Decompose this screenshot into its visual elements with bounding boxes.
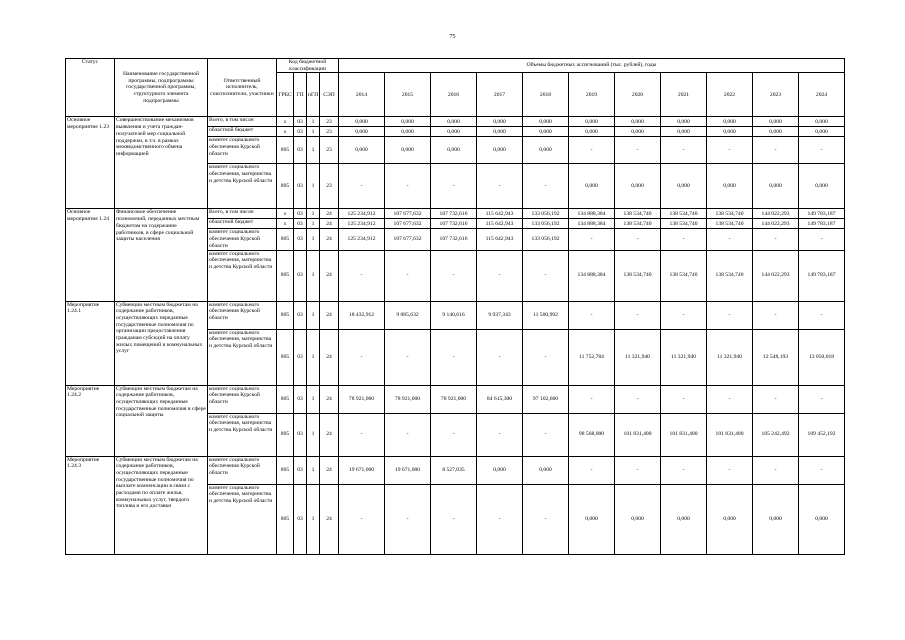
row-value: 0,000 bbox=[477, 127, 523, 137]
row-value: 0,000 bbox=[477, 117, 523, 127]
row-responsible: комитет социального обеспечения, материнства и детства Курской области bbox=[208, 250, 277, 301]
row-value: 0,000 bbox=[431, 127, 477, 137]
row-value: - bbox=[385, 164, 431, 209]
row-responsible: областной бюджет bbox=[208, 219, 277, 229]
row-code: 24 bbox=[320, 250, 339, 301]
row-code: 1 bbox=[307, 413, 320, 456]
row-value: 0,000 bbox=[799, 484, 845, 554]
row-program-name: Финансовое обеспечение полномочий, переданных местным бюджетам на содержание работников, в сфере социальной защиты населения bbox=[115, 209, 208, 301]
row-value: 101 831,400 bbox=[707, 413, 753, 456]
row-value: - bbox=[799, 229, 845, 250]
row-value: 138 534,740 bbox=[615, 219, 661, 229]
row-responsible: комитет социального обеспечения, материнства и детства Курской области bbox=[208, 484, 277, 554]
row-code: 1 bbox=[307, 127, 320, 137]
row-value: 115 642,943 bbox=[477, 209, 523, 219]
row-value: 97 102,600 bbox=[523, 385, 569, 413]
row-value: 0,000 bbox=[615, 127, 661, 137]
row-code: 03 bbox=[294, 329, 307, 385]
row-responsible: комитет социального обеспечения, материнства и детства Курской области bbox=[208, 329, 277, 385]
row-value: 0,000 bbox=[431, 117, 477, 127]
row-value: - bbox=[569, 229, 615, 250]
row-value: 0,000 bbox=[615, 484, 661, 554]
header-program-name: Наименование государственной программы, подпрограммы государственной программы, структурного элемента подпрограммы bbox=[115, 59, 208, 117]
row-value: - bbox=[431, 413, 477, 456]
row-responsible: комитет социального обеспечения Курской области bbox=[208, 456, 277, 484]
row-value: 138 534,740 bbox=[615, 250, 661, 301]
row-value: 107 732,616 bbox=[431, 219, 477, 229]
row-value: - bbox=[339, 164, 385, 209]
row-value: - bbox=[707, 137, 753, 164]
table-row bbox=[66, 456, 845, 484]
row-value: 0,000 bbox=[707, 127, 753, 137]
row-code: 805 bbox=[277, 385, 294, 413]
row-value: 138 534,740 bbox=[707, 219, 753, 229]
header-year: 2017 bbox=[477, 73, 523, 117]
header-year: 2020 bbox=[615, 73, 661, 117]
row-code: 805 bbox=[277, 456, 294, 484]
row-value: 0,000 bbox=[707, 484, 753, 554]
row-value: 138 534,740 bbox=[661, 250, 707, 301]
row-value: 125 234,912 bbox=[339, 219, 385, 229]
row-value: - bbox=[569, 385, 615, 413]
row-code: 24 bbox=[320, 413, 339, 456]
row-value: - bbox=[661, 385, 707, 413]
budget-table bbox=[65, 58, 845, 555]
row-code: 1 bbox=[307, 219, 320, 229]
row-value: 107 732,616 bbox=[431, 229, 477, 250]
row-code: 03 bbox=[294, 484, 307, 554]
row-value: 18 432,912 bbox=[339, 301, 385, 329]
row-value: 115 642,943 bbox=[477, 229, 523, 250]
row-value: - bbox=[477, 164, 523, 209]
row-code: x bbox=[277, 117, 294, 127]
row-code: 24 bbox=[320, 484, 339, 554]
row-status: Мероприятие 1.24.3 bbox=[66, 456, 115, 554]
row-status: Основное мероприятие 1.24 bbox=[66, 209, 115, 301]
row-value: 0,000 bbox=[661, 127, 707, 137]
row-value: 12 548,193 bbox=[753, 329, 799, 385]
row-value: - bbox=[799, 137, 845, 164]
row-code: 805 bbox=[277, 484, 294, 554]
row-value: 0,000 bbox=[799, 164, 845, 209]
row-value: 0,000 bbox=[339, 127, 385, 137]
row-code: 1 bbox=[307, 250, 320, 301]
row-value: 0,000 bbox=[385, 117, 431, 127]
row-program-name: Субвенции местным бюджетам на содержание работников, осуществляющих переданные государственные полномочия по выплате компенсации в связи с расходами по оплате жилья, коммунальных услуг, твердого топлива и его доставки bbox=[115, 456, 208, 554]
row-code: 1 bbox=[307, 301, 320, 329]
row-value: - bbox=[753, 301, 799, 329]
row-value: 0,000 bbox=[569, 117, 615, 127]
row-value: 134 888,384 bbox=[569, 219, 615, 229]
row-code: 1 bbox=[307, 456, 320, 484]
row-code: 805 bbox=[277, 164, 294, 209]
row-code: 1 bbox=[307, 385, 320, 413]
row-code: 24 bbox=[320, 301, 339, 329]
header-code-col: ГП bbox=[294, 73, 307, 117]
page-number: 75 bbox=[449, 34, 456, 40]
row-code: 24 bbox=[320, 329, 339, 385]
row-code: 24 bbox=[320, 229, 339, 250]
row-code: 1 bbox=[307, 209, 320, 219]
row-value: 144 022,293 bbox=[753, 209, 799, 219]
row-responsible: Всего, в том числе: bbox=[208, 209, 277, 219]
row-value: 11 321,940 bbox=[707, 329, 753, 385]
row-value: - bbox=[523, 329, 569, 385]
header-code-col: СЭП bbox=[320, 73, 339, 117]
row-value: 0,000 bbox=[753, 164, 799, 209]
header-code-col: ГРБС bbox=[277, 73, 294, 117]
row-value: - bbox=[339, 484, 385, 554]
row-code: 03 bbox=[294, 209, 307, 219]
row-code: 03 bbox=[294, 385, 307, 413]
row-code: x bbox=[277, 209, 294, 219]
row-value: - bbox=[615, 137, 661, 164]
row-value: - bbox=[753, 456, 799, 484]
row-code: 1 bbox=[307, 484, 320, 554]
row-code: 1 bbox=[307, 329, 320, 385]
row-value: - bbox=[523, 484, 569, 554]
row-code: 24 bbox=[320, 456, 339, 484]
row-code: 03 bbox=[294, 219, 307, 229]
row-value: - bbox=[477, 250, 523, 301]
row-value: 8 527,035 bbox=[431, 456, 477, 484]
row-code: 23 bbox=[320, 117, 339, 127]
row-value: 0,000 bbox=[431, 137, 477, 164]
row-value: 125 234,912 bbox=[339, 209, 385, 219]
row-value: - bbox=[799, 385, 845, 413]
row-value: 105 242,492 bbox=[753, 413, 799, 456]
row-value: - bbox=[477, 329, 523, 385]
row-value: 101 831,400 bbox=[661, 413, 707, 456]
row-code: 03 bbox=[294, 456, 307, 484]
row-value: - bbox=[339, 250, 385, 301]
row-value: - bbox=[753, 229, 799, 250]
row-value: - bbox=[569, 137, 615, 164]
row-value: 125 234,912 bbox=[339, 229, 385, 250]
row-value: 149 783,187 bbox=[799, 250, 845, 301]
row-value: - bbox=[615, 301, 661, 329]
row-value: 133 056,192 bbox=[523, 209, 569, 219]
row-status: Мероприятие 1.24.2 bbox=[66, 385, 115, 456]
row-value: 134 888,384 bbox=[569, 209, 615, 219]
row-value: 0,000 bbox=[799, 127, 845, 137]
row-value: 0,000 bbox=[661, 484, 707, 554]
row-value: 78 921,000 bbox=[339, 385, 385, 413]
row-value: - bbox=[385, 413, 431, 456]
row-code: 03 bbox=[294, 127, 307, 137]
row-value: - bbox=[707, 301, 753, 329]
row-code: 24 bbox=[320, 209, 339, 219]
row-value: 109 452,192 bbox=[799, 413, 845, 456]
header-code-col: пГП bbox=[307, 73, 320, 117]
row-responsible: комитет социального обеспечения Курской области bbox=[208, 137, 277, 164]
row-value: - bbox=[569, 301, 615, 329]
row-value: 84 615,300 bbox=[477, 385, 523, 413]
row-value: 0,000 bbox=[799, 117, 845, 127]
row-value: - bbox=[753, 137, 799, 164]
row-value: - bbox=[385, 329, 431, 385]
header-budget-code: Код бюджетной классификации bbox=[277, 59, 339, 73]
row-code: 805 bbox=[277, 413, 294, 456]
row-value: - bbox=[753, 385, 799, 413]
header-year: 2015 bbox=[385, 73, 431, 117]
row-code: 805 bbox=[277, 301, 294, 329]
row-value: 107 732,616 bbox=[431, 209, 477, 219]
row-value: 0,000 bbox=[477, 137, 523, 164]
row-value: - bbox=[799, 301, 845, 329]
row-responsible: комитет социального обеспечения Курской области bbox=[208, 229, 277, 250]
row-responsible: Всего, в том числе: bbox=[208, 117, 277, 127]
row-code: x bbox=[277, 127, 294, 137]
row-value: 149 783,187 bbox=[799, 219, 845, 229]
header-responsible: Ответственный исполнитель, соисполнители, участники bbox=[208, 59, 277, 117]
row-value: - bbox=[431, 164, 477, 209]
row-value: - bbox=[799, 456, 845, 484]
row-value: 0,000 bbox=[569, 164, 615, 209]
row-value: 78 921,000 bbox=[431, 385, 477, 413]
row-code: 03 bbox=[294, 229, 307, 250]
header-year: 2018 bbox=[523, 73, 569, 117]
row-value: - bbox=[615, 385, 661, 413]
header-status: Статус bbox=[66, 59, 115, 117]
row-value: 0,000 bbox=[385, 127, 431, 137]
row-code: 1 bbox=[307, 137, 320, 164]
row-program-name: Совершенствование механизмов выявления и учета граждан-получателей мер социальной поддержки, в т.ч. в рамках межведомственного обмена информацией bbox=[115, 117, 208, 209]
row-value: 138 534,740 bbox=[661, 219, 707, 229]
row-value: - bbox=[523, 413, 569, 456]
row-program-name: Субвенции местным бюджетам на содержание работников, осуществляющих переданные государственные полномочия в сфере социальной защиты bbox=[115, 385, 208, 456]
row-code: 03 bbox=[294, 137, 307, 164]
row-value: - bbox=[431, 484, 477, 554]
row-value: 0,000 bbox=[523, 456, 569, 484]
row-value: 0,000 bbox=[569, 127, 615, 137]
row-value: 0,000 bbox=[753, 127, 799, 137]
row-value: 9 085,632 bbox=[385, 301, 431, 329]
header-year: 2016 bbox=[431, 73, 477, 117]
row-value: 101 831,400 bbox=[615, 413, 661, 456]
header-year: 2019 bbox=[569, 73, 615, 117]
row-value: - bbox=[661, 456, 707, 484]
row-value: 0,000 bbox=[661, 164, 707, 209]
row-responsible: комитет социального обеспечения Курской области bbox=[208, 301, 277, 329]
row-value: - bbox=[615, 229, 661, 250]
row-code: x bbox=[277, 219, 294, 229]
row-value: - bbox=[569, 456, 615, 484]
row-code: 23 bbox=[320, 137, 339, 164]
header-year: 2021 bbox=[661, 73, 707, 117]
row-status: Мероприятие 1.24.1 bbox=[66, 301, 115, 385]
row-code: 03 bbox=[294, 250, 307, 301]
row-responsible: комитет социального обеспечения, материнства и детства Курской области bbox=[208, 164, 277, 209]
row-code: 805 bbox=[277, 250, 294, 301]
row-code: 805 bbox=[277, 137, 294, 164]
row-value: 11 321,940 bbox=[615, 329, 661, 385]
row-code: 23 bbox=[320, 164, 339, 209]
row-value: 0,000 bbox=[615, 164, 661, 209]
row-value: 0,000 bbox=[523, 127, 569, 137]
table-row bbox=[66, 385, 845, 413]
row-value: 19 671,000 bbox=[385, 456, 431, 484]
row-value: 0,000 bbox=[339, 117, 385, 127]
row-value: 0,000 bbox=[385, 137, 431, 164]
row-code: 24 bbox=[320, 219, 339, 229]
row-code: 805 bbox=[277, 229, 294, 250]
row-value: 133 056,192 bbox=[523, 219, 569, 229]
row-value: - bbox=[707, 385, 753, 413]
table-row bbox=[66, 301, 845, 329]
row-value: - bbox=[431, 329, 477, 385]
row-value: - bbox=[523, 164, 569, 209]
row-value: - bbox=[707, 229, 753, 250]
row-code: 03 bbox=[294, 164, 307, 209]
header-volume: Объемы бюджетных ассигнований (тыс. рублей), годы bbox=[339, 59, 845, 73]
row-value: 0,000 bbox=[523, 137, 569, 164]
header-year: 2024 bbox=[799, 73, 845, 117]
row-responsible: комитет социального обеспечения, материнства и детства Курской области bbox=[208, 413, 277, 456]
row-value: 107 677,632 bbox=[385, 219, 431, 229]
row-value: - bbox=[339, 329, 385, 385]
row-value: 138 534,740 bbox=[707, 209, 753, 219]
row-code: 805 bbox=[277, 329, 294, 385]
row-value: 107 677,632 bbox=[385, 209, 431, 219]
row-code: 24 bbox=[320, 385, 339, 413]
row-value: 0,000 bbox=[661, 117, 707, 127]
row-value: 0,000 bbox=[707, 164, 753, 209]
row-value: 107 677,632 bbox=[385, 229, 431, 250]
row-value: - bbox=[339, 413, 385, 456]
row-value: 144 022,293 bbox=[753, 250, 799, 301]
row-value: 133 056,192 bbox=[523, 229, 569, 250]
row-code: 1 bbox=[307, 164, 320, 209]
row-value: - bbox=[385, 484, 431, 554]
row-value: 138 534,740 bbox=[615, 209, 661, 219]
row-value: - bbox=[661, 137, 707, 164]
row-value: 149 783,187 bbox=[799, 209, 845, 219]
row-value: - bbox=[523, 250, 569, 301]
row-value: 138 534,740 bbox=[661, 209, 707, 219]
row-value: 0,000 bbox=[339, 137, 385, 164]
row-code: 1 bbox=[307, 229, 320, 250]
row-value: - bbox=[615, 456, 661, 484]
table-row bbox=[66, 209, 845, 219]
row-value: 0,000 bbox=[523, 117, 569, 127]
header-year: 2014 bbox=[339, 73, 385, 117]
row-value: 13 050,018 bbox=[799, 329, 845, 385]
row-value: 11 500,992 bbox=[523, 301, 569, 329]
row-program-name: Субвенции местным бюджетам на содержание работников, осуществляющих переданные государственные полномочия по организации предоставления гражданам субсидий на оплату жилых помещений и коммунальных услуг bbox=[115, 301, 208, 385]
row-value: 19 671,000 bbox=[339, 456, 385, 484]
row-value: 0,000 bbox=[707, 117, 753, 127]
header-year: 2022 bbox=[707, 73, 753, 117]
row-code: 23 bbox=[320, 127, 339, 137]
row-value: - bbox=[661, 229, 707, 250]
row-value: - bbox=[707, 456, 753, 484]
row-responsible: областной бюджет bbox=[208, 127, 277, 137]
row-value: 0,000 bbox=[569, 484, 615, 554]
table-row bbox=[66, 117, 845, 127]
row-value: 115 642,943 bbox=[477, 219, 523, 229]
row-value: 11 752,784 bbox=[569, 329, 615, 385]
row-value: 0,000 bbox=[753, 117, 799, 127]
header-year: 2023 bbox=[753, 73, 799, 117]
row-value: 78 921,000 bbox=[385, 385, 431, 413]
row-status: Основное мероприятие 1.23 bbox=[66, 117, 115, 209]
row-value: - bbox=[477, 484, 523, 554]
row-value: 144 022,293 bbox=[753, 219, 799, 229]
row-value: 9 937,343 bbox=[477, 301, 523, 329]
row-value: 0,000 bbox=[753, 484, 799, 554]
row-code: 03 bbox=[294, 117, 307, 127]
row-value: - bbox=[431, 250, 477, 301]
row-value: 98 568,000 bbox=[569, 413, 615, 456]
row-responsible: комитет социального обеспечения Курской области bbox=[208, 385, 277, 413]
row-value: 11 321,940 bbox=[661, 329, 707, 385]
row-value: - bbox=[661, 301, 707, 329]
row-value: 0,000 bbox=[477, 456, 523, 484]
row-value: - bbox=[385, 250, 431, 301]
row-value: 9 140,616 bbox=[431, 301, 477, 329]
row-value: 134 888,384 bbox=[569, 250, 615, 301]
row-value: - bbox=[477, 413, 523, 456]
row-value: 0,000 bbox=[615, 117, 661, 127]
row-code: 03 bbox=[294, 301, 307, 329]
row-code: 1 bbox=[307, 117, 320, 127]
row-value: 138 534,740 bbox=[707, 250, 753, 301]
row-code: 03 bbox=[294, 413, 307, 456]
